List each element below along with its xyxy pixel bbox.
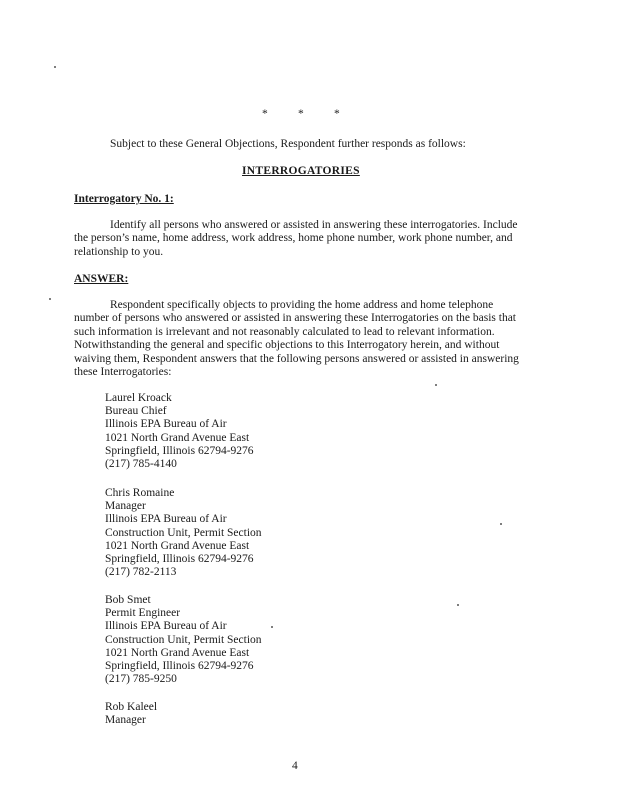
scan-speck xyxy=(54,66,56,68)
contact-phone: (217) 785-9250 xyxy=(105,673,177,686)
contact-city: Springfield, Illinois 62794-9276 xyxy=(105,553,254,566)
scan-speck xyxy=(435,384,437,386)
contact-phone: (217) 785-4140 xyxy=(105,458,177,471)
separator-asterisk: * xyxy=(262,108,268,120)
contact-block xyxy=(105,487,262,579)
scan-speck xyxy=(271,626,273,628)
contact-name: Rob Kaleel xyxy=(105,701,158,713)
contact-block xyxy=(105,594,262,686)
answer-heading: ANSWER: xyxy=(74,273,129,285)
scan-speck xyxy=(500,523,502,525)
interrogatory-text xyxy=(74,219,530,259)
page-number: 4 xyxy=(292,760,298,772)
contact-address: 1021 North Grand Avenue East xyxy=(105,539,250,552)
contact-organization: Illinois EPA Bureau of Air xyxy=(105,418,227,431)
contact-name: Laurel Kroack xyxy=(105,392,172,404)
answer-text xyxy=(74,299,530,379)
contact-unit: Construction Unit, Permit Section xyxy=(105,526,262,539)
contact-address: 1021 North Grand Avenue East xyxy=(105,431,250,444)
intro-sentence: Subject to these General Objections, Respondent further responds as follows: xyxy=(110,138,466,150)
contact-organization: Illinois EPA Bureau of Air xyxy=(105,620,227,633)
interrogatory-paragraph: Identify all persons who answered or assisted in answering these interrogatories. Include the person’s name, home address, work address, home phone number, work phone number, and relationship to you. xyxy=(74,219,518,258)
contact-title: Permit Engineer xyxy=(105,607,181,620)
answer-paragraph: Respondent specifically objects to providing the home address and home telephone number of persons who answered or assisted in answering these Interrogatories on the basis that such information is irrelevant and not reasonably calculated to lead to relevant information. Notwithstanding the general and specific objections to this Interrogatory herein, and without waiving them, Respondent answers that the following persons answered or assisted in answering these Interrogatories: xyxy=(74,299,519,379)
contact-city: Springfield, Illinois 62794-9276 xyxy=(105,660,254,673)
contact-title: Manager xyxy=(105,500,146,513)
contact-title: Bureau Chief xyxy=(105,405,167,418)
scan-speck xyxy=(457,604,459,606)
contact-address: 1021 North Grand Avenue East xyxy=(105,646,250,659)
contact-unit: Construction Unit, Permit Section xyxy=(105,633,262,646)
section-title: INTERROGATORIES xyxy=(242,165,360,177)
interrogatory-heading: Interrogatory No. 1: xyxy=(74,193,174,205)
scan-speck xyxy=(49,298,51,300)
contact-name: Chris Romaine xyxy=(105,487,175,499)
contact-name: Bob Smet xyxy=(105,594,151,606)
contact-city: Springfield, Illinois 62794-9276 xyxy=(105,444,254,457)
contact-phone: (217) 782-2113 xyxy=(105,566,177,579)
contact-block xyxy=(105,701,157,727)
contact-block xyxy=(105,392,254,471)
contact-organization: Illinois EPA Bureau of Air xyxy=(105,513,227,526)
contact-title: Manager xyxy=(105,714,146,727)
separator-asterisk: * xyxy=(334,108,340,120)
section-separator xyxy=(262,108,370,121)
separator-asterisk: * xyxy=(298,108,304,120)
